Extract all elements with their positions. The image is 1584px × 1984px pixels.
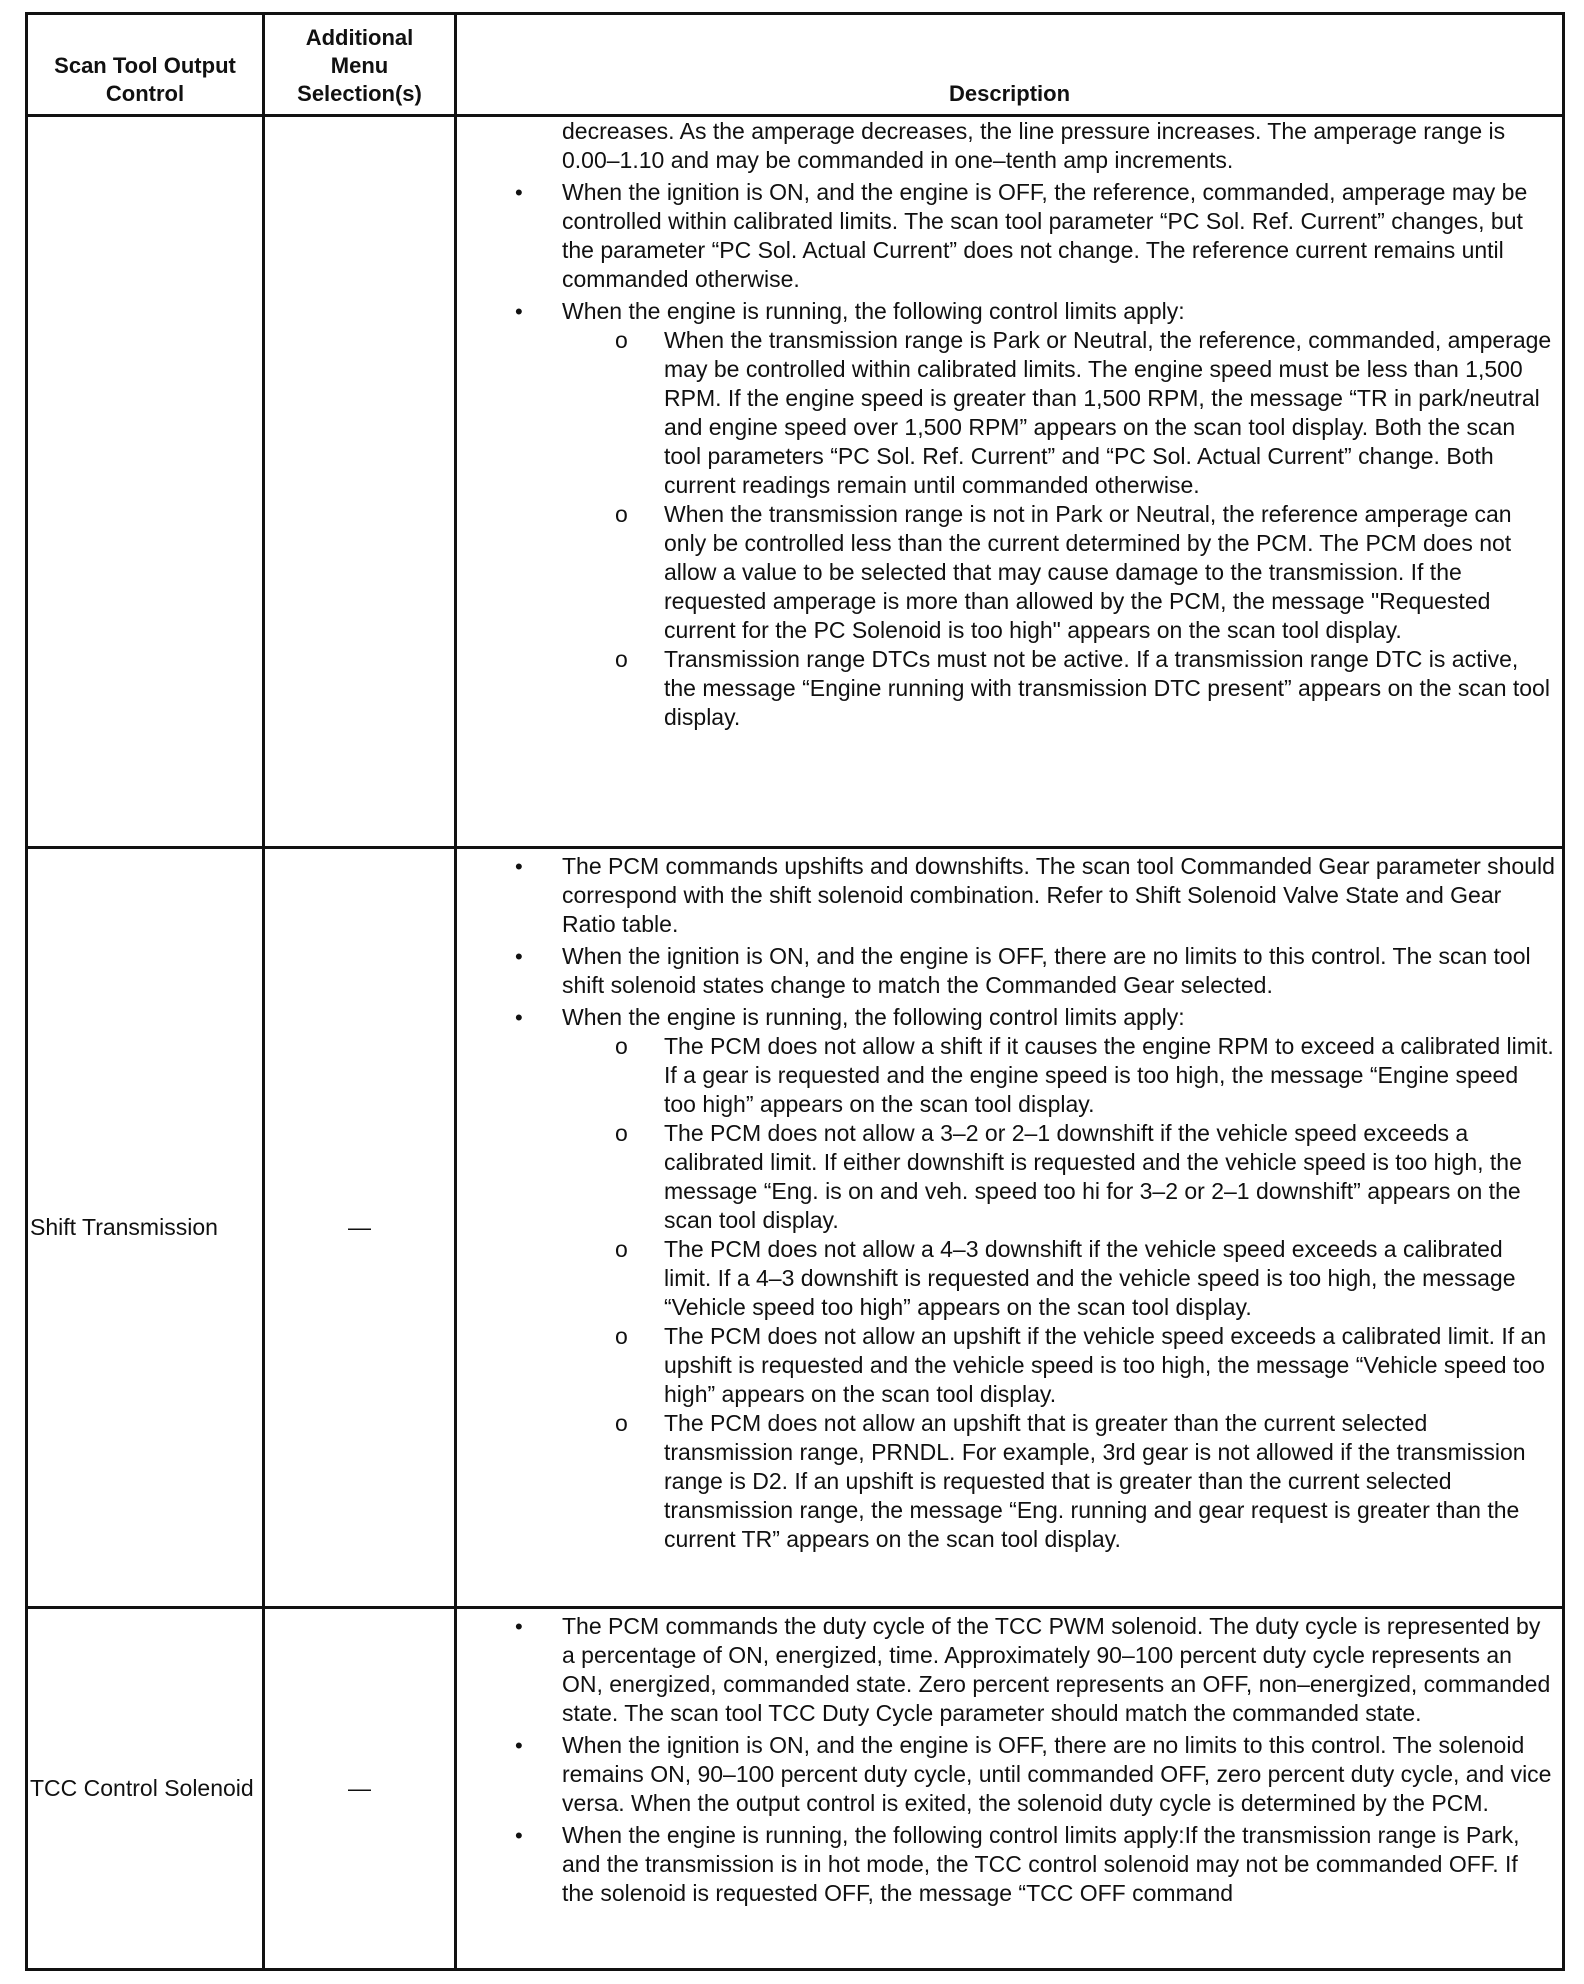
sub-bullet-list: [562, 326, 1556, 732]
header-additional-menu-selections: [264, 14, 456, 116]
bullet-text: The PCM commands upshifts and downshifts. The scan tool Commanded Gear parameter should correspond with the shift solenoid combination. Refer to Shift Solenoid Valve State and Gear Ratio table.: [562, 853, 1555, 937]
sub-bullet-item: [457, 500, 1556, 645]
sub-bullet-icon: o: [615, 327, 628, 353]
header-col2-line: Selection(s): [297, 81, 422, 106]
sub-bullet-text: The PCM does not allow a 4–3 downshift if the vehicle speed exceeds a calibrated limit. If a 4–3 downshift is requested and the vehicle speed is too high, the message “Vehicle speed too high” appears on the scan tool display.: [664, 1236, 1516, 1320]
bullet-item: [457, 1612, 1556, 1728]
sub-bullet-icon: o: [615, 646, 628, 672]
bullet-icon: •: [515, 299, 523, 324]
sub-bullet-icon: o: [615, 1410, 628, 1436]
header-description: [456, 14, 1564, 116]
row-menu-selection: [264, 116, 456, 848]
bullet-text: The PCM commands the duty cycle of the TCC PWM solenoid. The duty cycle is represented by a percentage of ON, energized, time. Approximately 90–100 percent duty cycle represents an ON, energized, commanded state. Zero percent represents an OFF, non–energized, commanded state. The scan tool TCC Duty Cycle parameter should match the commanded state.: [562, 1613, 1551, 1726]
row-label: TCC Control Solenoid: [27, 1608, 264, 1970]
sub-bullet-icon: o: [615, 1323, 628, 1349]
row-label: [27, 116, 264, 848]
sub-bullet-icon: o: [615, 501, 628, 527]
sub-bullet-icon: o: [615, 1236, 628, 1262]
description-body: [457, 849, 1562, 1565]
bullet-icon: •: [515, 180, 523, 205]
sub-bullet-text: The PCM does not allow an upshift that is greater than the current selected transmission range, PRNDL. For example, 3rd gear is not allowed if the transmission range is D2. If an upshift is requested that is greater than the current selected transmission range, the message “Eng. running and gear request is greater than the current TR” appears on the scan tool display.: [664, 1410, 1526, 1552]
description-body: [457, 117, 1562, 743]
bullet-icon: •: [515, 1733, 523, 1758]
sub-bullet-icon: o: [615, 1033, 628, 1059]
header-col1-line: Scan Tool Output: [54, 53, 236, 78]
bullet-text: When the ignition is ON, and the engine is OFF, there are no limits to this control. The solenoid remains ON, 90–100 percent duty cycle, until commanded OFF, zero percent duty cycle, and vice versa. When the output control is exited, the solenoid duty cycle is determined by the PCM.: [562, 1732, 1552, 1816]
bullet-item: [457, 178, 1556, 294]
sub-bullet-text: The PCM does not allow a 3–2 or 2–1 downshift if the vehicle speed exceeds a calibrated limit. If either downshift is requested and the vehicle speed is too high, the message “Eng. is on and veh. speed too hi for 3–2 or 2–1 downshift” appears on the scan tool display.: [664, 1120, 1522, 1233]
continuation-paragraph: decreases. As the amperage decreases, the line pressure increases. The amperage range is 0.00–1.10 and may be commanded in one–tenth amp increments.: [562, 118, 1506, 173]
row-description: [456, 1608, 1564, 1970]
sub-bullet-item: [457, 1235, 1556, 1322]
row-menu-selection: —: [264, 848, 456, 1608]
bullet-icon: •: [515, 1005, 523, 1030]
header-col3-line: Description: [948, 81, 1071, 106]
sub-bullet-list: [562, 1032, 1556, 1554]
row-description: [456, 116, 1564, 848]
sub-bullet-text: When the transmission range is not in Park or Neutral, the reference amperage can only be controlled less than the current determined by the PCM. The PCM does not allow a value to be selected that may cause damage to the transmission. If the requested amperage is more than allowed by the PCM, the message "Requested current for the PC Solenoid is too high" appears on the scan tool display.: [664, 501, 1512, 643]
sub-bullet-item: [457, 1032, 1556, 1119]
bullet-text: When the engine is running, the following control limits apply:If the transmission range is Park, and the transmission is in hot mode, the TCC control solenoid may not be commanded OFF. If the solenoid is requested OFF, the message “TCC OFF command: [562, 1822, 1520, 1906]
bullet-text: When the engine is running, the following control limits apply:: [562, 1004, 1185, 1030]
sub-bullet-item: [457, 1409, 1556, 1554]
header-scan-tool-output-control: [27, 14, 264, 116]
row-description: [456, 848, 1564, 1608]
bullet-list: [457, 178, 1556, 732]
sub-bullet-item: [457, 1322, 1556, 1409]
bullet-list: [457, 852, 1556, 1554]
sub-bullet-text: When the transmission range is Park or Neutral, the reference, commanded, amperage may be controlled within calibrated limits. The engine speed must be less than 1,500 RPM. If the engine speed is greater than 1,500 RPM, the message “TR in park/neutral and engine speed over 1,500 RPM” appears on the scan tool display. Both the scan tool parameters “PC Sol. Ref. Current” and “PC Sol. Actual Current” change. Both current readings remain until commanded otherwise.: [664, 327, 1552, 498]
bullet-text: When the ignition is ON, and the engine is OFF, there are no limits to this control. The scan tool shift solenoid states change to match the Commanded Gear selected.: [562, 943, 1531, 998]
bullet-item: [457, 297, 1556, 732]
sub-bullet-item: [457, 1119, 1556, 1235]
sub-bullet-text: The PCM does not allow an upshift if the vehicle speed exceeds a calibrated limit. If an upshift is requested and the vehicle speed is too high, the message “Vehicle speed too high” appears on the scan tool display.: [664, 1323, 1547, 1407]
bullet-text: When the engine is running, the following control limits apply:: [562, 298, 1185, 324]
bullet-item: [457, 1003, 1556, 1554]
table-row: [27, 116, 1564, 848]
bullet-icon: •: [515, 1614, 523, 1639]
row-menu-selection: —: [264, 1608, 456, 1970]
description-body: [457, 1609, 1562, 1919]
control-table: [25, 12, 1565, 1971]
bullet-item: [457, 942, 1556, 1000]
bullet-text: When the ignition is ON, and the engine is OFF, the reference, commanded, amperage may be controlled within calibrated limits. The scan tool parameter “PC Sol. Ref. Current” changes, but the parameter “PC Sol. Actual Current” does not change. The reference current remains until commanded otherwise.: [562, 179, 1528, 292]
table-row: [27, 848, 1564, 1608]
header-row: [27, 14, 1564, 116]
header-col2-line: Menu: [330, 53, 389, 78]
sub-bullet-icon: o: [615, 1120, 628, 1146]
bullet-item: [457, 852, 1556, 939]
bullet-icon: •: [515, 1823, 523, 1848]
sub-bullet-item: [457, 645, 1556, 732]
row-label: Shift Transmission: [27, 848, 264, 1608]
bullet-icon: •: [515, 944, 523, 969]
table-row: [27, 1608, 1564, 1970]
header-col1-line: Control: [105, 81, 185, 106]
table-body: [27, 116, 1564, 1970]
sub-bullet-text: The PCM does not allow a shift if it causes the engine RPM to exceed a calibrated limit. If a gear is requested and the engine speed is too high, the message “Engine speed too high” appears on the scan tool display.: [664, 1033, 1554, 1117]
header-col2-line: Additional: [305, 25, 414, 50]
sub-bullet-text: Transmission range DTCs must not be active. If a transmission range DTC is active, the message “Engine running with transmission DTC present” appears on the scan tool display.: [664, 646, 1550, 730]
bullet-list: [457, 1612, 1556, 1908]
bullet-icon: •: [515, 854, 523, 879]
bullet-item: [457, 1731, 1556, 1818]
sub-bullet-item: [457, 326, 1556, 500]
bullet-item: [457, 1821, 1556, 1908]
